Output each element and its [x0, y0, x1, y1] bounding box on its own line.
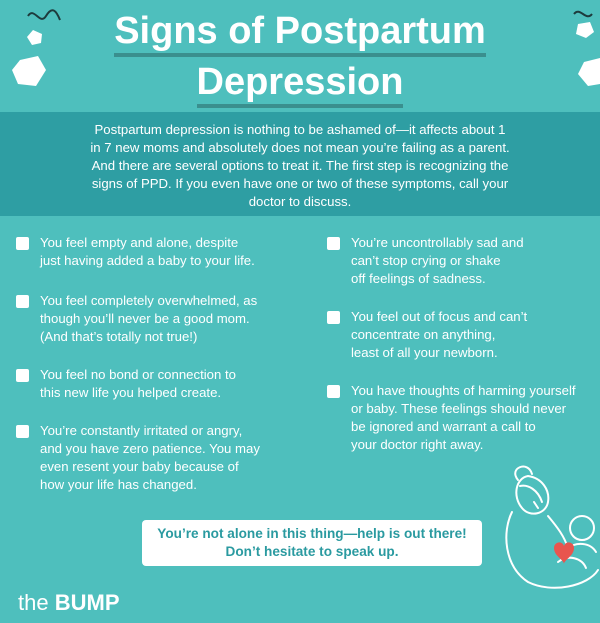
symptom-list-right — [327, 234, 597, 454]
checkbox-icon — [327, 311, 340, 324]
callout-line-1: You’re not alone in this thing—help is out there! — [157, 526, 467, 541]
symptom-item: You’re constantly irritated or angry, and you have zero patience. You may even resent your baby because of how your life has changed. — [16, 422, 308, 494]
the-bump-logo: the BUMP — [18, 590, 120, 615]
checkbox-icon — [16, 369, 29, 382]
symptom-item: You feel out of focus and can’t concentrate on anything, least of all your newborn. — [327, 308, 597, 362]
symptom-item: You have thoughts of harming yourself or baby. These feelings should never be ignored and warrant a call to your doctor right away. — [327, 382, 597, 454]
symptom-item: You’re uncontrollably sad and can’t stop crying or shake off feelings of sadness. — [327, 234, 597, 288]
title-line-1: Signs of Postpartum — [114, 9, 486, 57]
checkbox-icon — [16, 237, 29, 250]
callout-line-2: Don’t hesitate to speak up. — [225, 544, 399, 559]
title-line-2: Depression — [197, 60, 404, 108]
checkbox-icon — [327, 237, 340, 250]
checkbox-icon — [327, 385, 340, 398]
mother-baby-illustration-icon — [498, 462, 600, 592]
checkbox-icon — [16, 425, 29, 438]
checkbox-icon — [16, 295, 29, 308]
page-title — [0, 6, 600, 108]
intro-text: Postpartum depression is nothing to be ashamed of—it affects about 1 in 7 new moms and absolutely does not mean you’re failing as a parent. And there are several options to treat it. The first step is recognizing the signs of PPD. If you even have one or two of these symptoms, call your doctor to discuss. — [90, 122, 510, 209]
symptom-item: You feel empty and alone, despite just having added a baby to your life. — [16, 234, 308, 270]
symptom-item: You feel completely overwhelmed, as though you’ll never be a good mom. (And that’s totally not true!) — [16, 292, 308, 346]
callout-box — [142, 520, 482, 566]
symptom-item: You feel no bond or connection to this new life you helped create. — [16, 366, 308, 402]
symptom-list-left — [16, 234, 308, 494]
